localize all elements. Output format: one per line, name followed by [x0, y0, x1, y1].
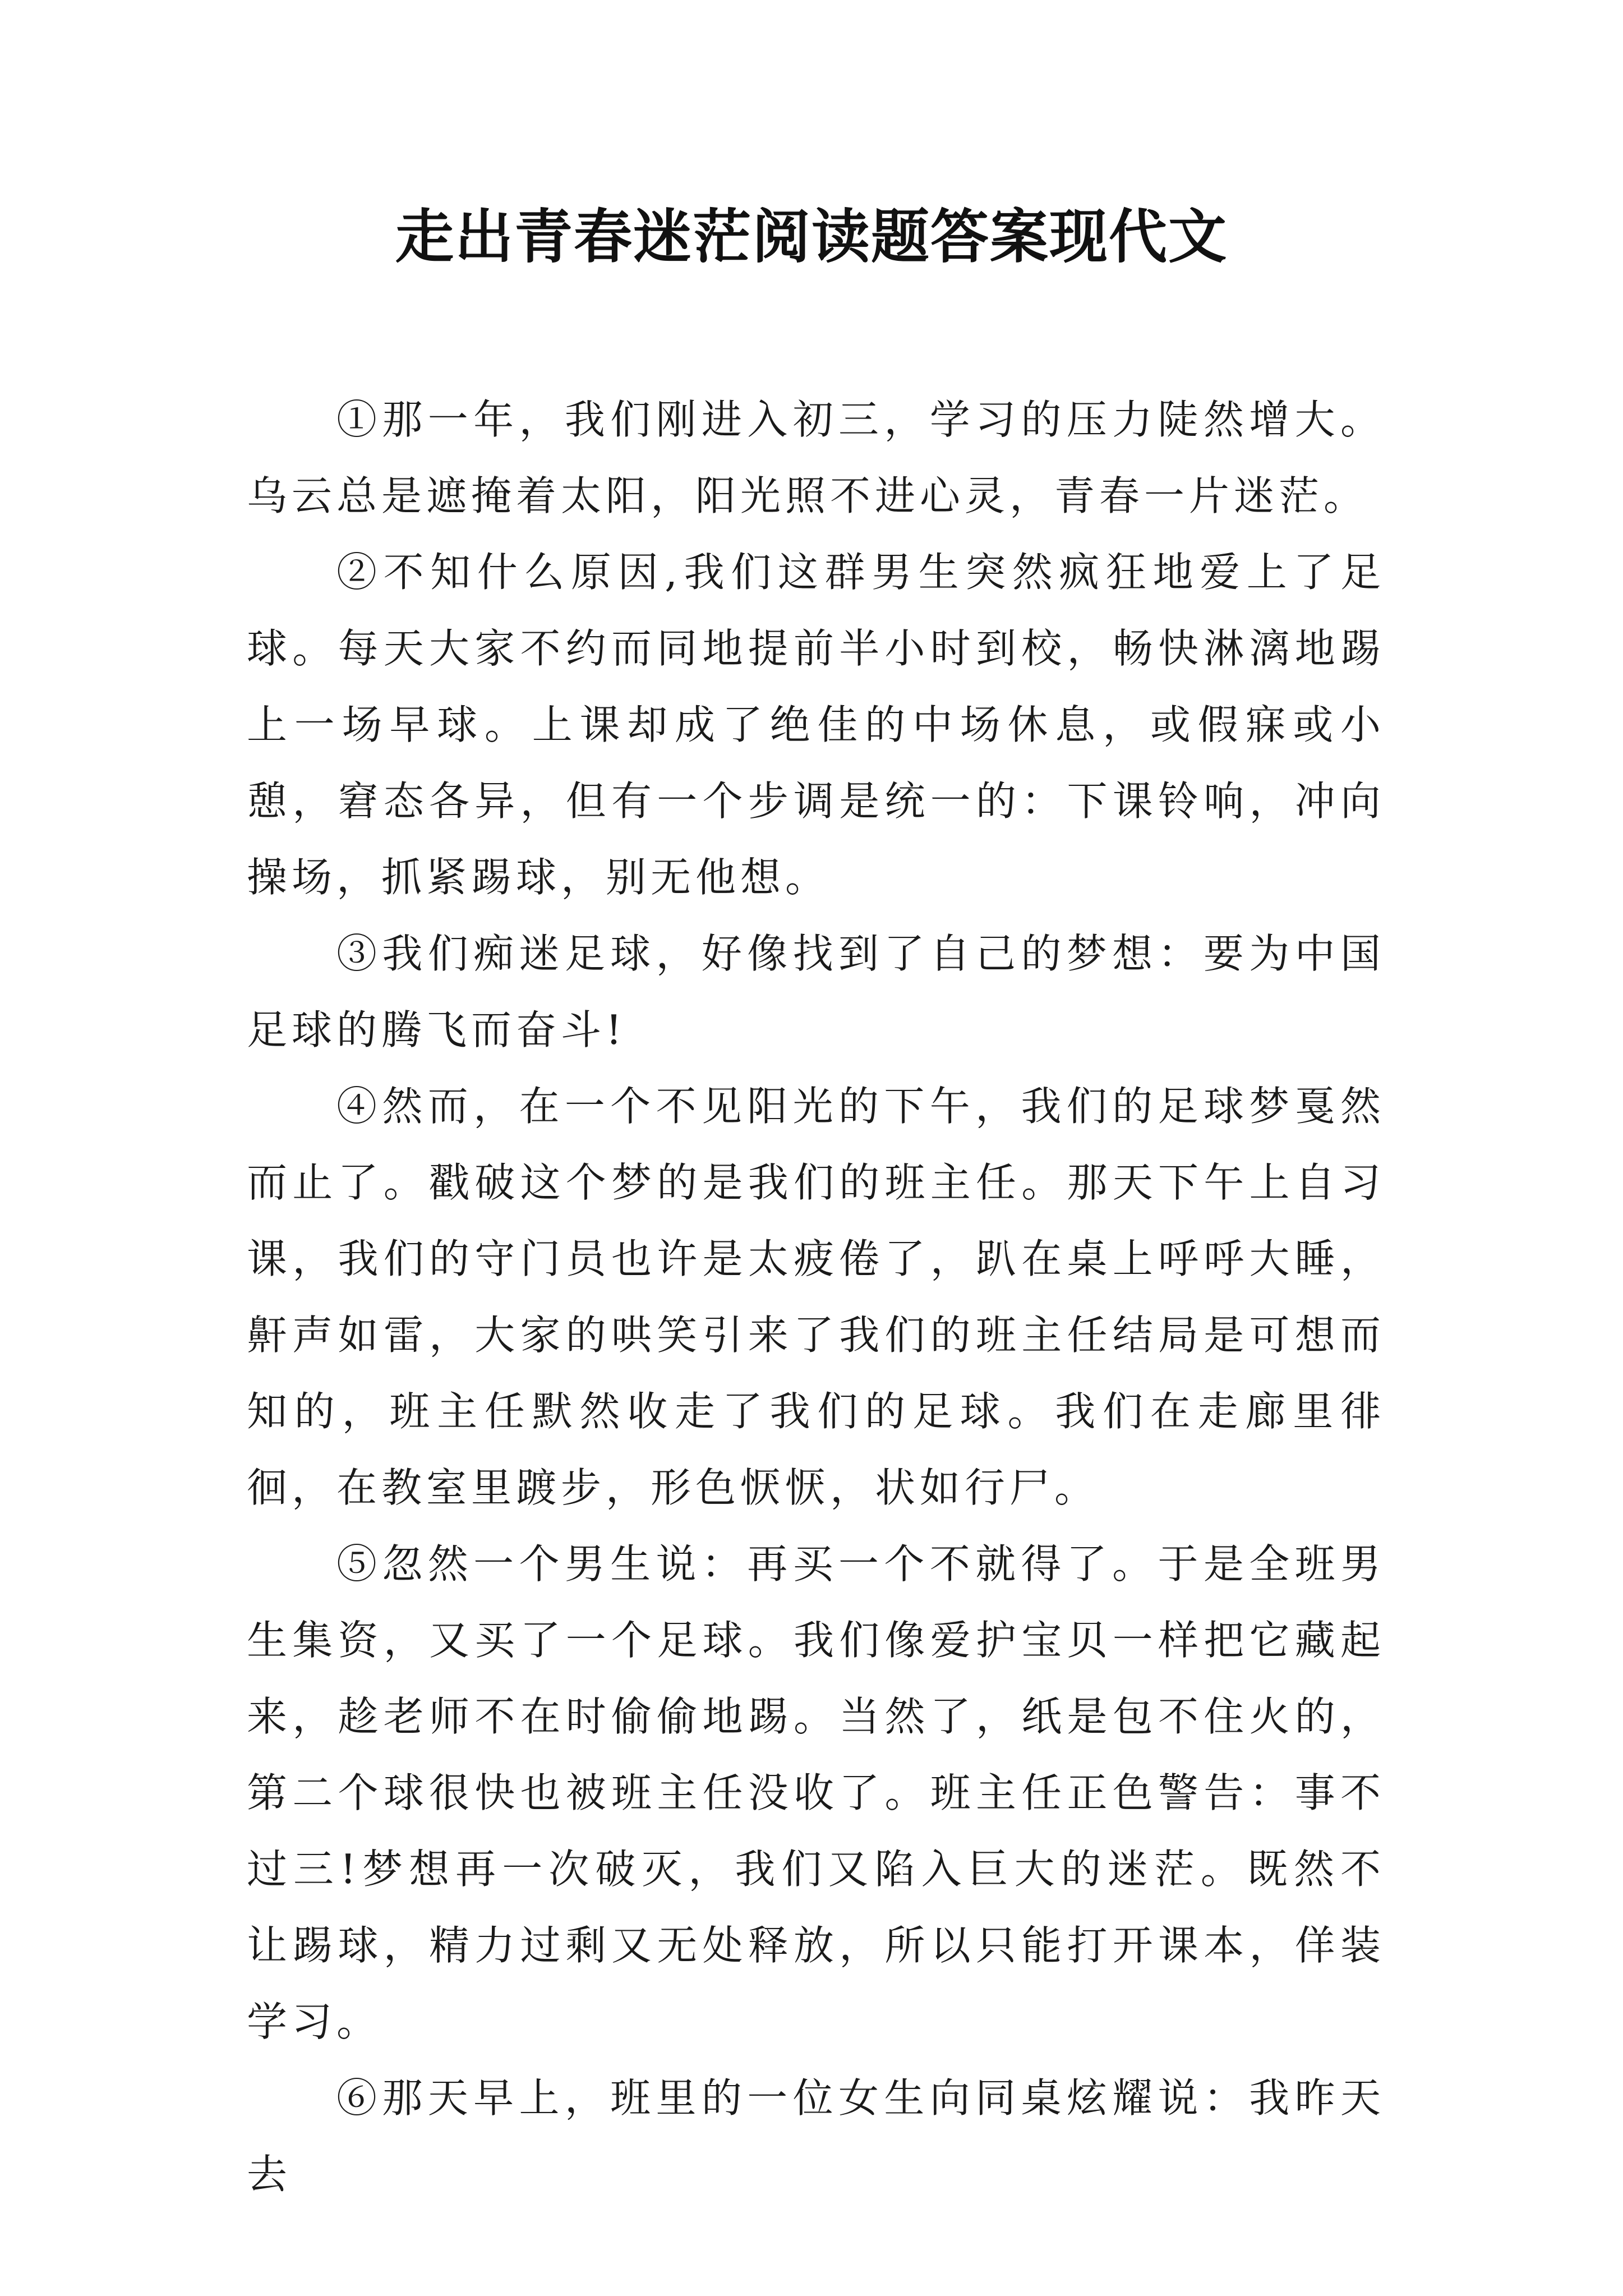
document-title: 走出青春迷茫阅读题答案现代文: [395, 202, 1228, 271]
paragraph-5: ⑤忽然一个男生说：再买一个不就得了。于是全班男生集资，又买了一个足球。我们像爱护宝贝一样把它藏起来，趁老师不在时偷偷地踢。当然了，纸是包不住火的，第二个球很快也被班主任没收了。班主任正色警告：事不过三!梦想再一次破灭，我们又陷入巨大的迷茫。既然不让踢球，精力过剩又无处释放，所以只能打开课本，佯装学习。: [247, 1540, 1385, 2045]
paragraph-4: ④然而，在一个不见阳光的下午，我们的足球梦戛然而止了。戳破这个梦的是我们的班主任。那天下午上自习课，我们的守门员也许是太疲倦了，趴在桌上呼呼大睡，鼾声如雷，大家的哄笑引来了我们的班主任结局是可想而知的，班主任默然收走了我们的足球。我们在走廊里徘徊，在教室里踱步，形色恹恹，状如行尸。: [247, 1083, 1385, 1511]
paragraph-1: ①那一年，我们刚进入初三，学习的压力陡然增大。乌云总是遮掩着太阳，阳光照不进心灵，青春一片迷茫。: [247, 396, 1385, 519]
paragraph-2: ②不知什么原因,我们这群男生突然疯狂地爱上了足球。每天大家不约而同地提前半小时到校，畅快淋漓地踢上一场早球。上课却成了绝佳的中场休息，或假寐或小憩，窘态各异，但有一个步调是统一的：下课铃响，冲向操场，抓紧踢球，别无他想。: [247, 549, 1385, 901]
paragraph-3: ③我们痴迷足球，好像找到了自己的梦想：要为中国足球的腾飞而奋斗!: [247, 930, 1385, 1053]
document-body: [247, 381, 1385, 2212]
paragraph-6: ⑥那天早上，班里的一位女生向同桌炫耀说：我昨天去: [247, 2074, 1385, 2198]
